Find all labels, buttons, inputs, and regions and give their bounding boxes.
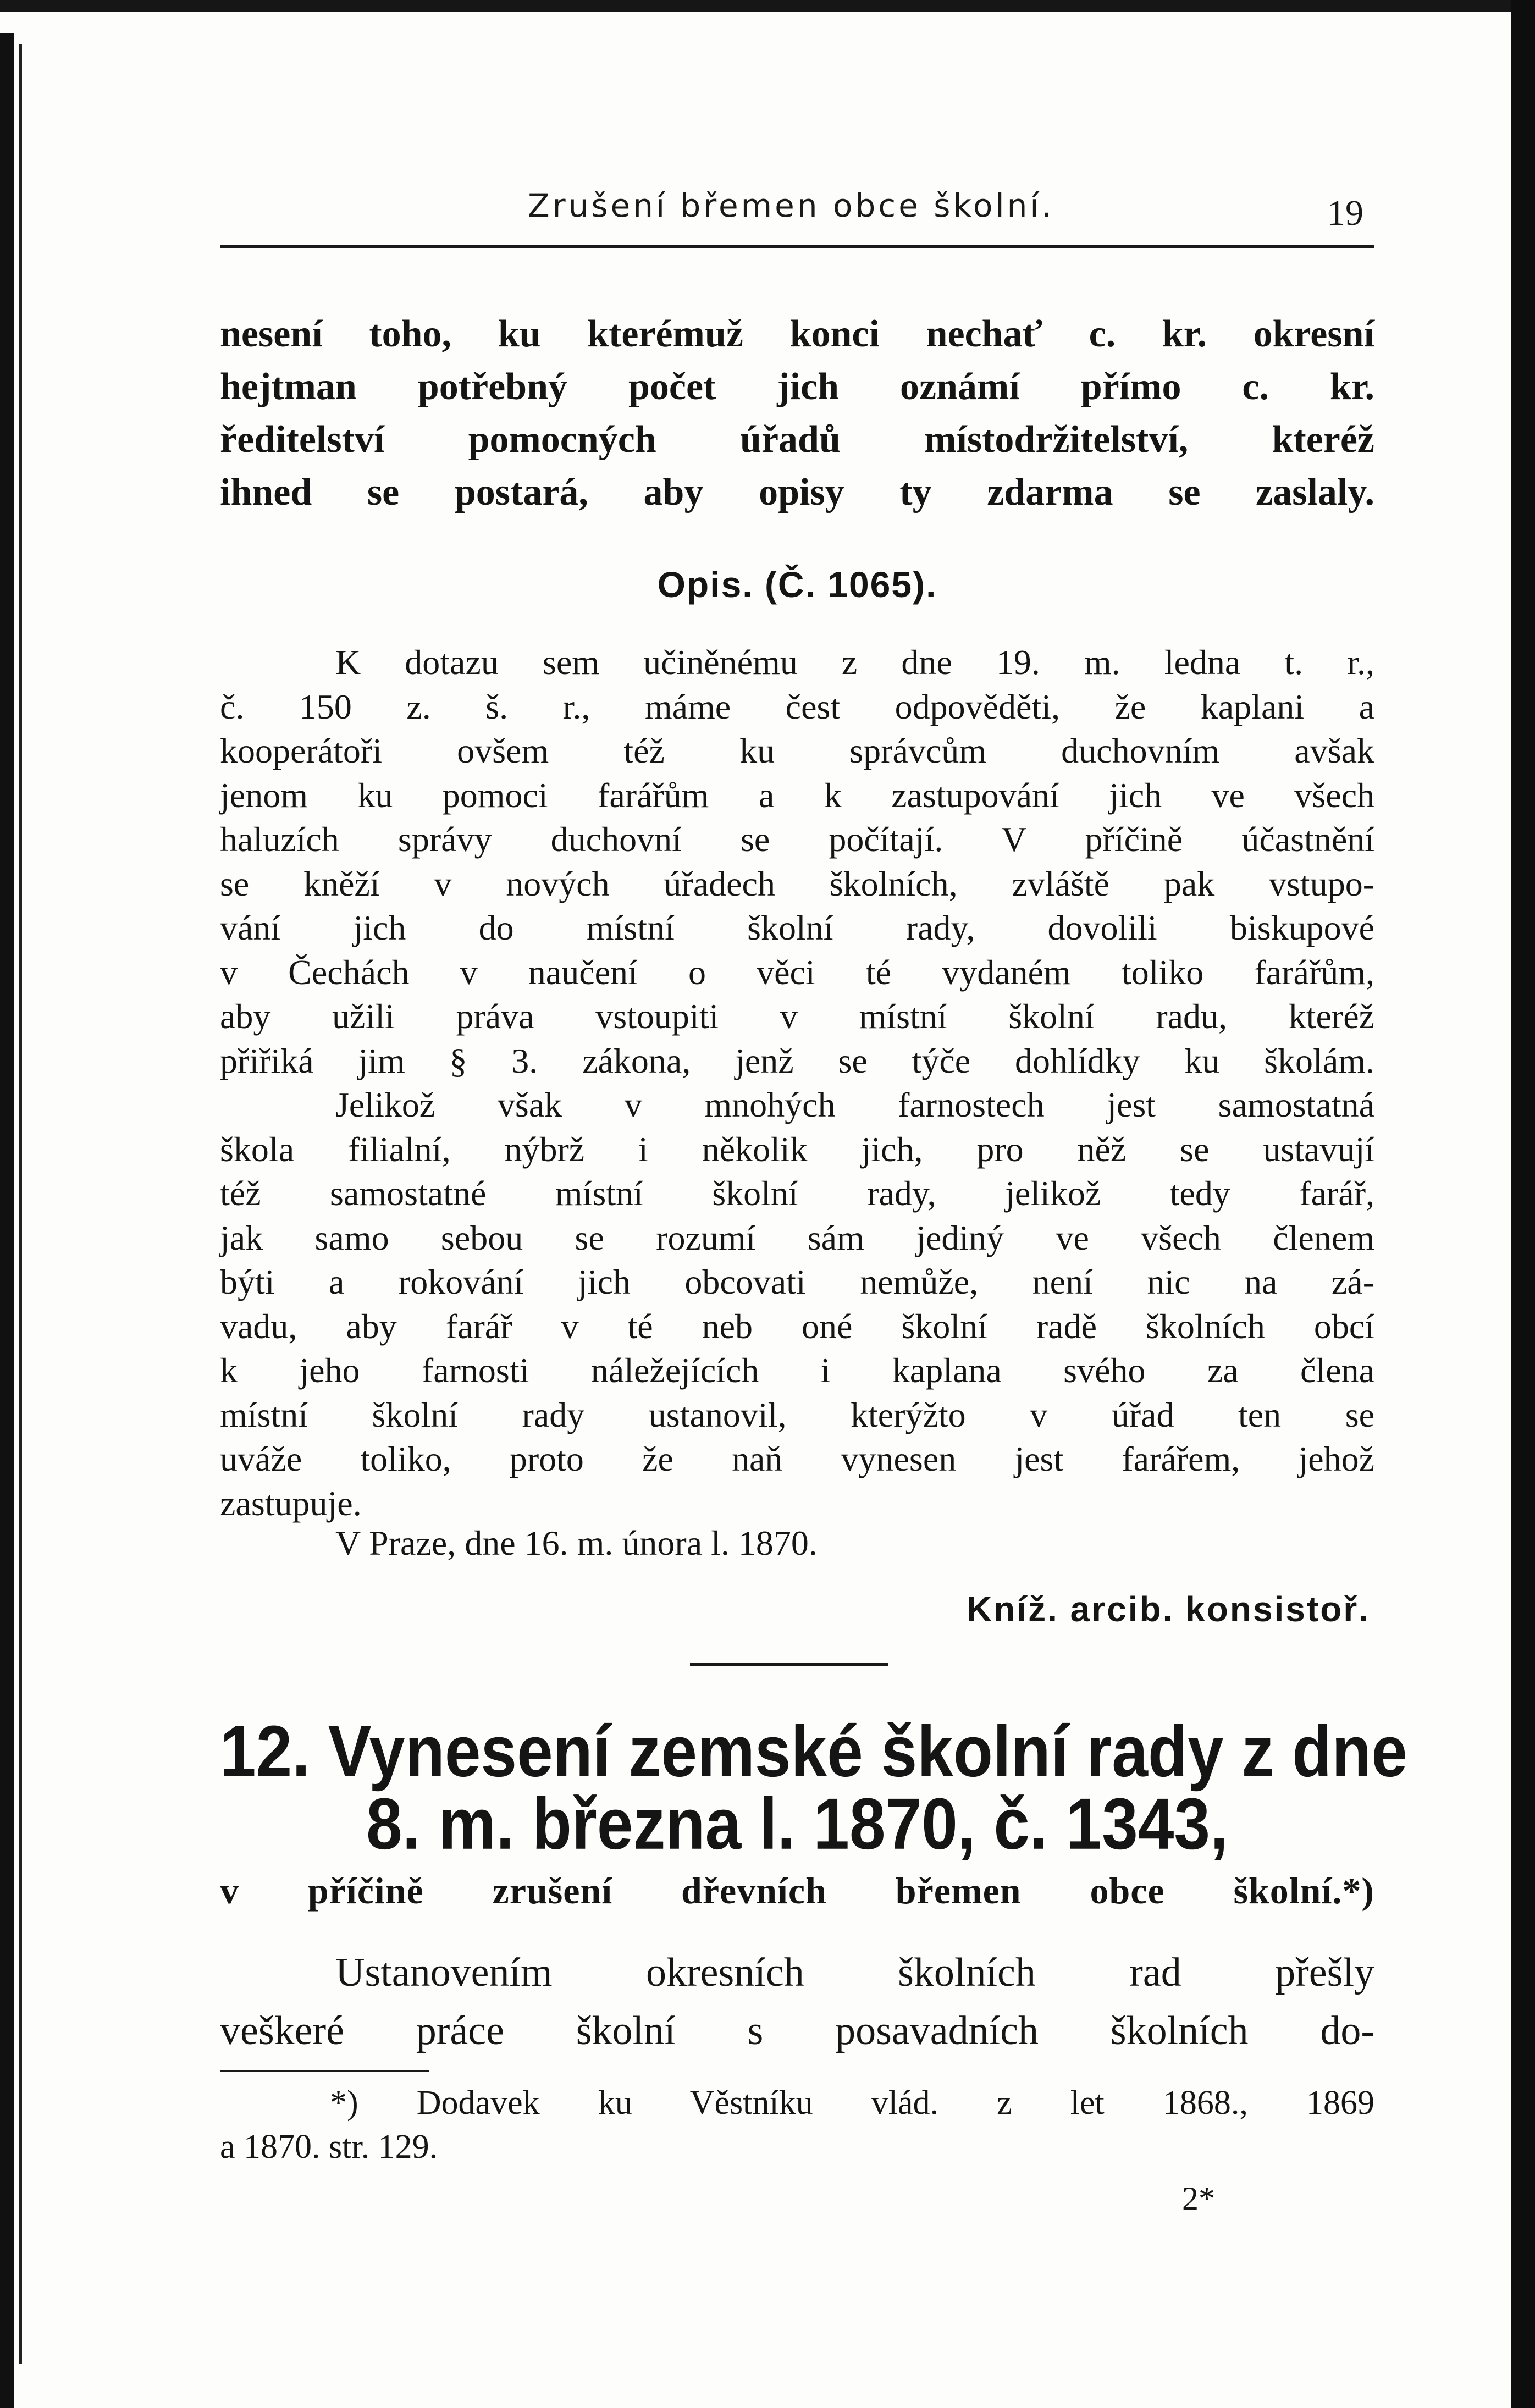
text-line: k jeho farnosti náležejících i kaplana svého za člena [220, 1351, 1374, 1390]
section-title [220, 1711, 1407, 1865]
text-line: jenom ku pomoci farářům a k zastupování jich ve všech [220, 775, 1374, 815]
scan-edge-top [0, 0, 1535, 12]
text-line: veškeré práce školní s posavadních školních do- [220, 2008, 1374, 2053]
text-line: č. 150 z. š. r., máme čest odpověděti, že kaplani a [220, 687, 1374, 726]
text-line: přiřiká jim § 3. zákona, jenž se týče dohlídky ku školám. [220, 1041, 1374, 1080]
text-line: Ustanovením okresních školních rad přešly [335, 1950, 1374, 1995]
text-line: místní školní rady ustanovil, kterýžto v úřad ten se [220, 1395, 1374, 1434]
header-rule [220, 245, 1374, 248]
text-line: se kněží v nových úřadech školních, zvláště pak vstupo- [220, 864, 1374, 903]
text-line: škola filialní, nýbrž i několik jich, pro něž se ustavují [220, 1129, 1374, 1169]
text-line: jak samo sebou se rozumí sám jediný ve všech členem [220, 1218, 1374, 1257]
text-line: aby užili práva vstoupiti v místní školní radu, kteréž [220, 997, 1374, 1036]
text-line: haluzích správy duchovní se počítají. V příčině účastnění [220, 820, 1374, 859]
text-line: vadu, aby farář v té neb oné školní radě školních obcí [220, 1306, 1374, 1346]
date-line: V Praze, dne 16. m. února l. 1870. [335, 1523, 818, 1562]
page-number: 19 [1327, 193, 1363, 233]
text-line: uváže toliko, proto že naň vynesen jest farářem, jehož [220, 1439, 1374, 1478]
text-line: K dotazu sem učiněnému z dne 19. m. ledna t. r., [335, 643, 1374, 682]
text-line: býti a rokování jich obcovati nemůže, není nic na zá- [220, 1262, 1374, 1301]
intro-paragraph [220, 308, 1374, 519]
text-line: nesení toho, ku kterémuž konci nechať c. kr. okresní [220, 313, 1374, 355]
text-line: též samostatné místní školní rady, jelikož tedy farář, [220, 1174, 1374, 1213]
section-heading: Opis. (Č. 1065). [657, 564, 937, 605]
text-line: vání jich do místní školní rady, dovolili biskupové [220, 908, 1374, 947]
text-line: kooperátoři ovšem též ku správcům duchovním avšak [220, 731, 1374, 770]
text-line: v Čechách v naučení o věci té vydaném toliko farářům, [220, 952, 1374, 992]
section-body [220, 1943, 1374, 2060]
text-line: ihned se postará, aby opisy ty zdarma se zaslaly. [220, 471, 1374, 513]
signature-mark: 2* [1182, 2180, 1215, 2217]
scan-edge-left-inner [19, 44, 22, 2364]
footnote-line: a 1870. str. 129. [220, 2128, 438, 2166]
footnote-rule [220, 2070, 429, 2072]
section-title-line: 8. m. března l. 1870, č. 1343, [366, 1783, 1228, 1865]
scan-edge-left [0, 33, 14, 2408]
section-title-line: 12. Vynesení zemské školní rady z dne [220, 1711, 1407, 1792]
footnote [220, 2081, 1374, 2169]
page-header [220, 176, 1374, 242]
footnote-line: *) Dodavek ku Věstníku vlád. z let 1868., 1869 [330, 2084, 1374, 2122]
running-title: Zrušení břemen obce školní. [528, 187, 1054, 224]
text-line: ředitelství pomocných úřadů místodržitelství, kteréž [220, 418, 1374, 461]
section-separator [690, 1663, 888, 1666]
text-line: zastupuje. [220, 1483, 362, 1523]
letter-body [220, 640, 1374, 1526]
text-line: hejtman potřebný počet jich oznámí přímo c. kr. [220, 366, 1374, 408]
scan-edge-right [1511, 0, 1535, 2408]
text-line: Jelikož však v mnohých farnostech jest samostatná [335, 1085, 1374, 1124]
signature: Kníž. arcib. konsistoř. [966, 1589, 1370, 1629]
section-subtitle: v příčině zrušení dřevních břemen obce školní.*) [220, 1870, 1374, 1912]
